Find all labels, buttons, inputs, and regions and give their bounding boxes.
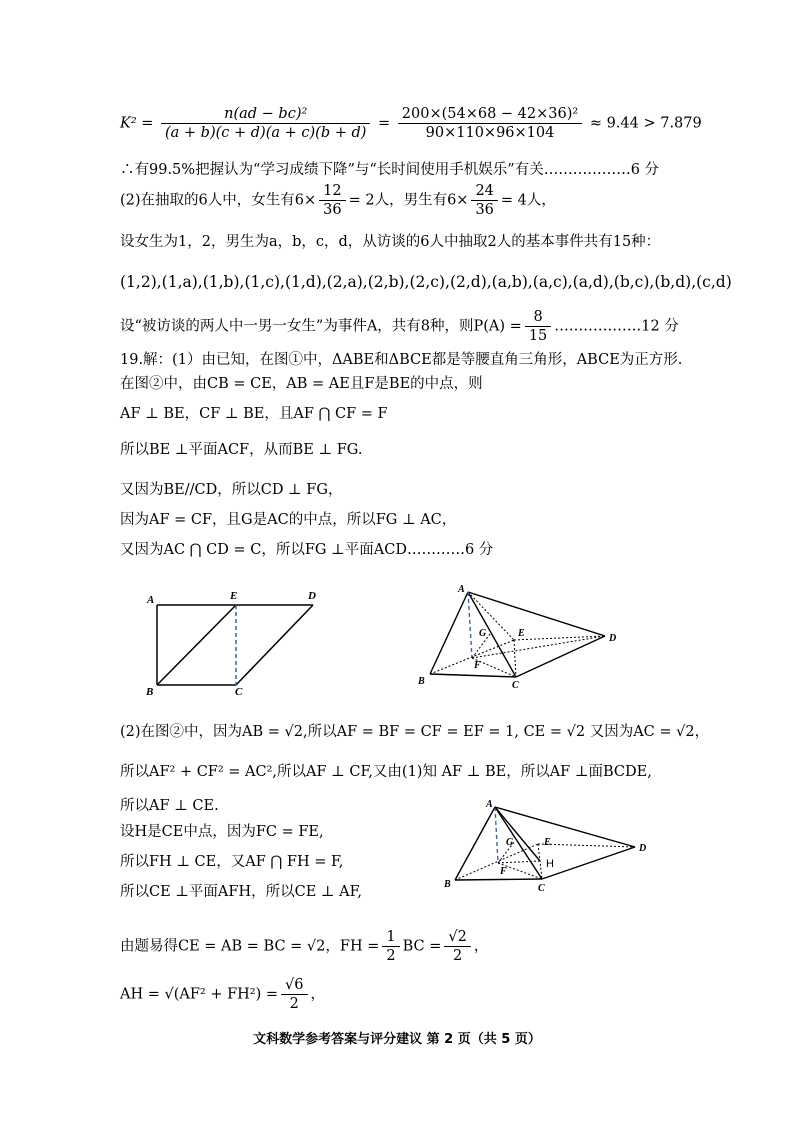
p2-line-5: 所以FH ⊥ CE，又AF ⋂ FH = F, xyxy=(120,854,344,870)
fig3-label-C: C xyxy=(538,883,545,894)
fh-line: 由题易得CE = AB = BC = √2，FH = $\frac{1}{2}$ BC = $\frac{√2}{2}$ ， xyxy=(120,929,489,964)
fig1-label-C: C xyxy=(235,686,243,698)
event-list: (1,2),(1,a),(1,b),(1,c),(1,d),(2,a),(2,b),(2,c),(2,d),(a,b),(a,c),(a,d),(b,c),(b,d),(c,d) xyxy=(120,273,732,291)
fig1-label-D: D xyxy=(308,590,316,602)
conclusion: ∴有99.5%把握认为“学习成绩下降”与“长时间使用手机娱乐”有关………………6 分 xyxy=(120,162,660,178)
p2-line-4: 设H是CE中点，因为FC = FE, xyxy=(120,824,324,840)
fig2-label-F: F xyxy=(474,660,481,671)
figure-2-diagram xyxy=(410,580,625,695)
figure-1-diagram xyxy=(140,585,330,700)
fig3-label-B: B xyxy=(444,879,451,890)
fig1-label-A: A xyxy=(147,594,155,606)
fig1-label-B: B xyxy=(146,686,154,698)
fig3-label-E: E xyxy=(544,837,551,848)
ah-line: AH = √(AF² + FH²) = $\frac{√6}{2}$ ， xyxy=(120,977,325,1012)
fig1-label-E: E xyxy=(230,590,238,602)
figure-3-diagram xyxy=(440,795,655,895)
fig2-label-G: G xyxy=(479,628,487,639)
k2-lhs: K² = xyxy=(120,115,154,132)
q19-line-3: AF ⊥ BE，CF ⊥ BE，且AF ⋂ CF = F xyxy=(120,406,388,422)
p2-line-1: (2)在图②中，因为AB = √2,所以AF = BF = CF = EF = 1, CE = √2 又因为AC = √2， xyxy=(120,724,710,740)
fig3-label-H: H xyxy=(546,858,554,870)
probability-line: 设“被访谈的两人中一男一女生”为事件A，共有8种，则P(A) = $\frac{8}{15}$ ………………12 分 xyxy=(120,309,679,344)
k2-result: ≈ 9.44 > 7.879 xyxy=(589,115,702,132)
fig3-label-F: F xyxy=(500,866,507,877)
fig2-label-E: E xyxy=(518,628,525,639)
p2-line-3: 所以AF ⊥ CE. xyxy=(120,798,219,814)
q19-line-5: 又因为BE//CD，所以CD ⊥ FG， xyxy=(120,482,343,498)
q19-line-7: 又因为AC ⋂ CD = C，所以FG ⊥平面ACD…………6 分 xyxy=(120,542,494,558)
p2-line-6: 所以CE ⊥平面AFH，所以CE ⊥ AF, xyxy=(120,884,363,900)
k2-fraction-values: $\frac{\text{200×(54×68 − 42×36)²}}{90\times 110\times 96\times 104}$ xyxy=(398,105,582,142)
q19-line-4: 所以BE ⊥平面ACF，从而BE ⊥ FG. xyxy=(120,442,363,458)
fig3-label-G: G xyxy=(506,837,514,848)
q19-line-6: 因为AF = CF，且G是AC的中点，所以FG ⊥ AC， xyxy=(120,512,457,528)
fig2-label-D: D xyxy=(609,633,617,644)
q19-line-1: 19.解：(1）由已知，在图①中，ΔABE和ΔBCE都是等腰直角三角形，ABCE为正方形. xyxy=(120,352,683,368)
fig3-label-A: A xyxy=(486,799,493,810)
p2-line-2: 所以AF² + CF² = AC²,所以AF ⊥ CF,又由(1)知 AF ⊥ BE，所以AF ⊥面BCDE, xyxy=(120,764,652,780)
fig2-label-B: B xyxy=(418,676,425,687)
k2-fraction-general: $\frac{\text{n(ad − bc)²}}{(a + b)(c + d)(a + c)(b + d)}$ xyxy=(161,105,370,142)
fig3-label-D: D xyxy=(639,843,647,854)
page-footer: 文科数学参考答案与评分建议 第 2 页（共 5 页） xyxy=(253,1032,541,1047)
part2-line: (2)在抽取的6人中，女生有6× $\frac{12}{36}$ = 2人，男生有6× $\frac{24}{36}$ = 4人， xyxy=(120,183,556,218)
k2-formula: K² = $\frac{\text{n(ad − bc)²}}{(a + b)(c + d)(a + c)(b + d)}$ = $\frac{\text{200×(54×68 − 42×36)²}}{90\times 110\times 96\times 104}$ ≈ 9.44 > 7.879 xyxy=(120,106,702,141)
q19-line-2: 在图②中，由CB = CE，AB = AE且F是BE的中点，则 xyxy=(120,376,483,392)
fig2-label-C: C xyxy=(512,680,519,691)
fig2-label-A: A xyxy=(458,584,465,595)
setup-line: 设女生为1，2，男生为a，b，c，d，从访谈的6人中抽取2人的基本事件共有15种： xyxy=(120,234,661,250)
